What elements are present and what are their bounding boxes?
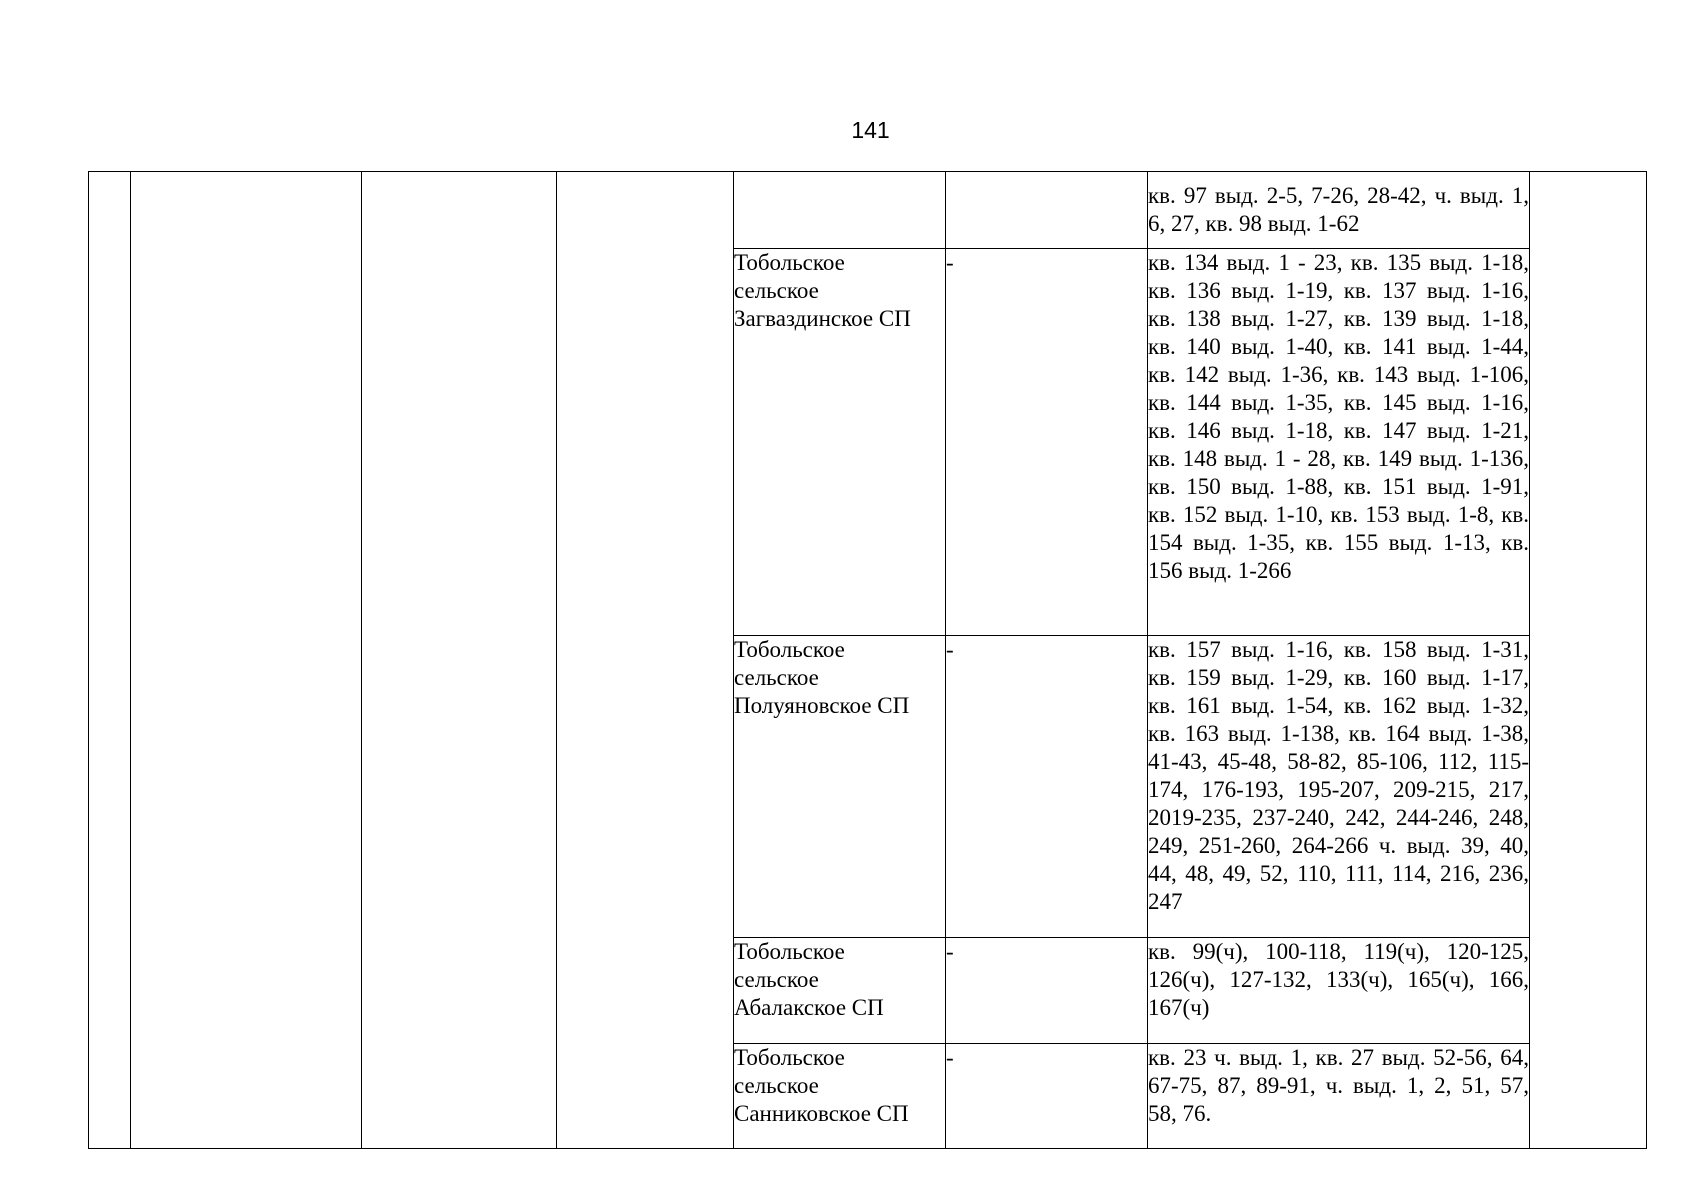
blocks-cell: кв. 157 выд. 1-16, кв. 158 выд. 1-31, кв. 159 выд. 1-29, кв. 160 выд. 1-17, кв. 161 выд. 1-54, кв. 162 выд. 1-32, кв. 163 выд. 1-138, кв. 164 выд. 1-38, 41-43, 45-48, 58-82, 85-106, 112, 115-174, 176-193, 195-207, 209-215, 217, 2019-235, 237-240, 242, 244-246, 248, 249, 251-260, 264-266 ч. выд. 39, 40, 44, 48, 49, 52, 110, 111, 114, 216, 236, 247 bbox=[1148, 636, 1530, 938]
area-line: Тобольское bbox=[734, 939, 845, 964]
area-cell bbox=[734, 172, 946, 249]
area-line: Санниковское СП bbox=[734, 1101, 909, 1126]
table-row bbox=[89, 172, 1647, 249]
page-number: 141 bbox=[851, 117, 890, 143]
area-cell bbox=[734, 636, 946, 938]
blocks-cell: кв. 97 выд. 2-5, 7-26, 28-42, ч. выд. 1, 6, 27, кв. 98 выд. 1-62 bbox=[1148, 172, 1530, 249]
area-line: Загваздинское СП bbox=[734, 306, 911, 331]
dash-cell: - bbox=[946, 636, 1148, 938]
registry-table bbox=[88, 171, 1647, 1149]
col-4-cell bbox=[557, 172, 734, 1149]
blocks-cell: кв. 99(ч), 100-118, 119(ч), 120-125, 126(ч), 127-132, 133(ч), 165(ч), 166, 167(ч) bbox=[1148, 938, 1530, 1044]
area-line: Полуяновское СП bbox=[734, 693, 910, 718]
area-line: сельское bbox=[734, 665, 819, 690]
area-line: Тобольское bbox=[734, 1045, 845, 1070]
blocks-cell: кв. 23 ч. выд. 1, кв. 27 выд. 52-56, 64, 67-75, 87, 89-91, ч. выд. 1, 2, 51, 57, 58, 76. bbox=[1148, 1044, 1530, 1149]
area-line: Тобольское bbox=[734, 250, 845, 275]
area-line: сельское bbox=[734, 278, 819, 303]
area-line: Абалакское СП bbox=[734, 995, 884, 1020]
dash-cell: - bbox=[946, 1044, 1148, 1149]
area-cell bbox=[734, 938, 946, 1044]
col-8-cell bbox=[1530, 172, 1647, 1149]
area-line: сельское bbox=[734, 967, 819, 992]
col-2-cell bbox=[131, 172, 362, 1149]
dash-cell: - bbox=[946, 249, 1148, 636]
area-line: сельское bbox=[734, 1073, 819, 1098]
area-line: Тобольское bbox=[734, 637, 845, 662]
area-cell bbox=[734, 249, 946, 636]
blocks-cell: кв. 134 выд. 1 - 23, кв. 135 выд. 1-18, кв. 136 выд. 1-19, кв. 137 выд. 1-16, кв. 138 выд. 1-27, кв. 139 выд. 1-18, кв. 140 выд. 1-40, кв. 141 выд. 1-44, кв. 142 выд. 1-36, кв. 143 выд. 1-106, кв. 144 выд. 1-35, кв. 145 выд. 1-16, кв. 146 выд. 1-18, кв. 147 выд. 1-21, кв. 148 выд. 1 - 28, кв. 149 выд. 1-136, кв. 150 выд. 1-88, кв. 151 выд. 1-91, кв. 152 выд. 1-10, кв. 153 выд. 1-8, кв. 154 выд. 1-35, кв. 155 выд. 1-13, кв. 156 выд. 1-266 bbox=[1148, 249, 1530, 636]
dash-cell bbox=[946, 172, 1148, 249]
dash-cell: - bbox=[946, 938, 1148, 1044]
area-cell bbox=[734, 1044, 946, 1149]
col-1-cell bbox=[89, 172, 131, 1149]
col-3-cell bbox=[362, 172, 557, 1149]
